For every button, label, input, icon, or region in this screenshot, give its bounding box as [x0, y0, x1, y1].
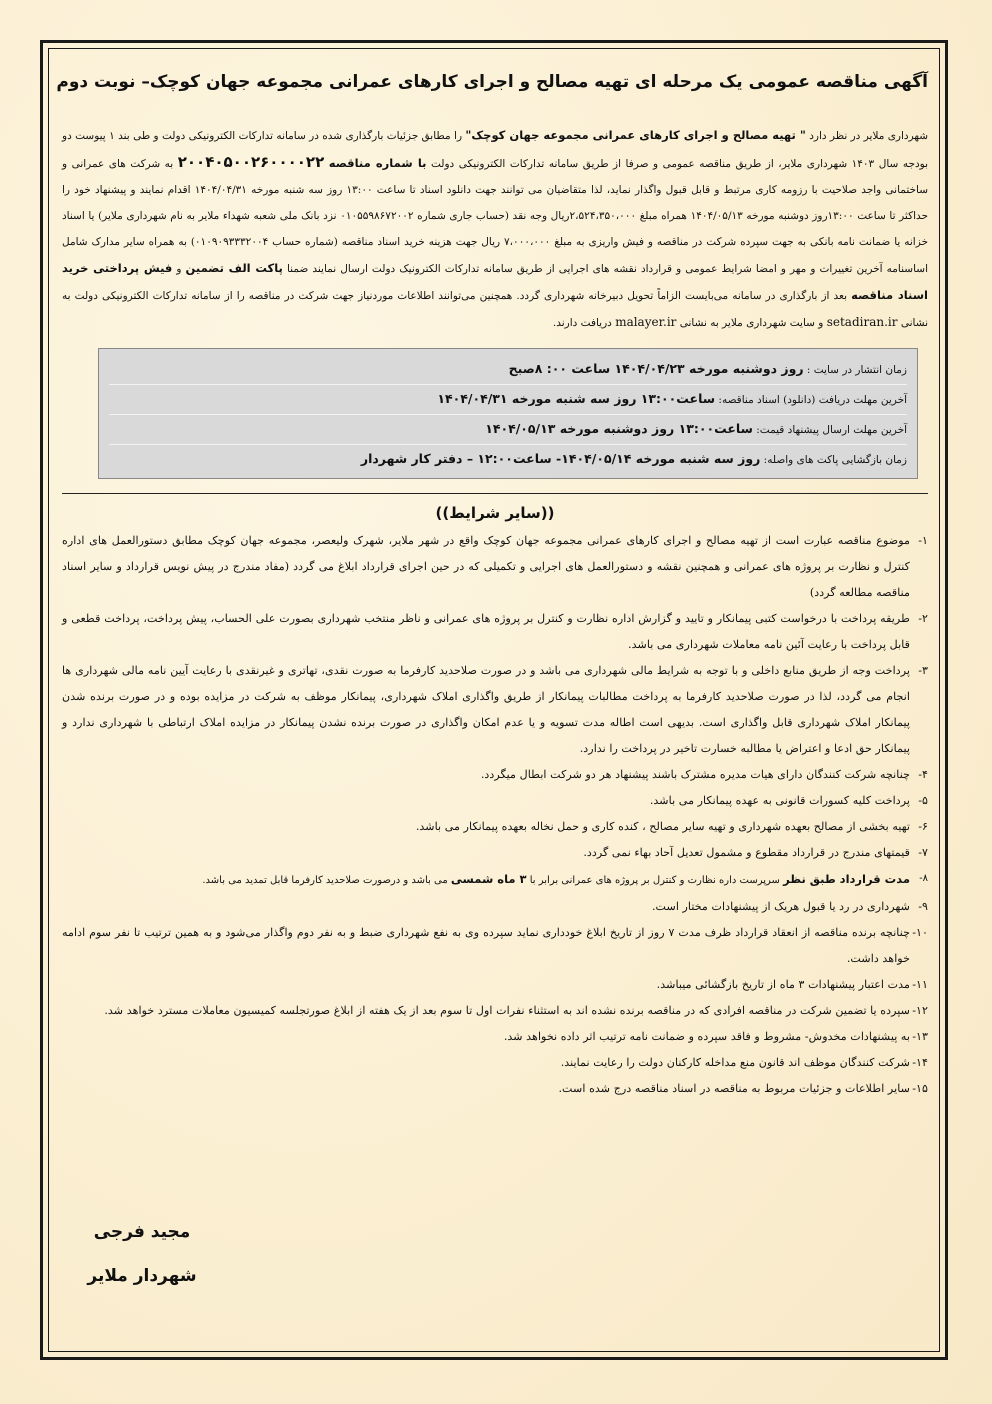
contract-duration: ۳ ماه شمسی [450, 872, 527, 886]
item-text: به پیشنهادات مخدوش- مشروط و فاقد سپرده و ضمانت نامه ترتیب اثر داده نخواهد شد. [503, 1030, 910, 1043]
item-text: موضوع مناقصه عبارت است از تهیه مصالح و اجرای کارهای عمرانی مجموعه جهان کوچک واقع در شهر ملایر، شهرک ولیعصر، مجموعه جهان کوچک مطابق دستورالعمل های اداره کنترل و نظارت بر پروژه های عمرانی و همچنین نقشه و دستورالعمل های اجرایی و تکمیلی که در حین اجرای قرارداد ابلاغ می گردد (مفاد مندرج در پیش نویس قرارداد و سایر اسناد مناقصه مطالعه گردد) [62, 534, 910, 599]
schedule-label: آخرین مهلت دریافت (دانلود) اسناد مناقصه: [718, 394, 907, 406]
schedule-row-submit [109, 415, 907, 445]
list-item [62, 840, 928, 866]
payment-receipt: فیش پرداختی خرید اسناد مناقصه [62, 261, 928, 302]
conditions-list [62, 528, 928, 1102]
tender-number: ۲۰۰۴۰۵۰۰۲۶۰۰۰۰۲۲ [177, 153, 325, 171]
item-text: تهیه بخشی از مصالح بعهده شهرداری و تهیه سایر مصالح ، کنده کاری و حمل نخاله بعهده پیمانکار می باشد. [415, 820, 910, 833]
setadiran-link[interactable]: setadiran.ir [826, 315, 898, 329]
intro-text: به شرکت های عمرانی و ساختمانی واجد صلاحیت با رزومه کاری مرتبط و قابل قبول واگذار نماید، لذا متقاضیان می توانند جهت دانلود اسناد تا ساعت ۱۳:۰۰ روز سه شنبه مورخه ۱۴۰۴/۰۴/۳۱ اقدام نمایند و پیشنهاد خود را حداکثر تا ساعت ۱۳:۰۰روز دوشنبه مورخه ۱۴۰۴/۰۵/۱۳ همراه مبلغ ۲،۵۲۴،۳۵۰،۰۰۰ریال وجه نقد (حساب جاری شماره ۰۱۰۵۵۹۸۶۷۲۰۰۲ نزد بانک ملی شعبه شهداء ملایر به نام شهرداری ملایر) یا اسناد خزانه یا ضمانت نامه بانکی به جهت سپرده شرکت در مناقصه و فیش واریزی به مبلغ ۷،۰۰۰،۰۰۰ ریال جهت هزینه خرید اسناد مناقصه (شماره حساب ۰۱۰۹۰۹۳۳۳۲۰۰۴) به همراه سایر مدارک شامل اساسنامه آخرین تغییرات و مهر و امضا شرایط عمومی و قرارداد نقشه های اجرایی از طریق سامانه تدارکات الکترونیک دولت ارسال نمایند ضمنا [62, 158, 928, 275]
signature-name: مجید فرجی [93, 1222, 191, 1242]
item-number: ۱۴- [912, 1056, 928, 1069]
item-number: ۴- [918, 768, 928, 781]
item-text: مدت قرارداد طبق نظر [783, 872, 910, 886]
schedule-label: زمان انتشار در سایت : [806, 364, 907, 376]
schedule-value: ساعت۱۳:۰۰ روز سه شنبه مورخه ۱۴۰۴/۰۴/۳۱ [437, 391, 716, 406]
intro-paragraph [62, 122, 928, 336]
page-title: آگهی مناقصه عمومی یک مرحله ای تهیه مصالح و اجرای کارهای عمرانی مجموعه جهان کوچک– نوبت دوم [56, 72, 928, 92]
intro-text: بعد از بارگذاری در سامانه می‌بایست الزاماً تحویل دبیرخانه شهرداری گردد. همچنین می‌توانند اطلاعات موردنیاز جهت شرکت در مناقصه را از سامانه تدارکات الکترونیکی دولت به نشانی [62, 290, 928, 329]
item-text: می باشد و درصورت صلاحدید کارفرما قابل تمدید می باشد. [202, 875, 448, 886]
item-number: ۱۵- [912, 1082, 928, 1095]
item-number: ۱- [918, 534, 928, 547]
list-item [62, 788, 928, 814]
intro-text: و [176, 263, 182, 275]
item-number: ۵- [918, 794, 928, 807]
project-name: " تهیه مصالح و اجرای کارهای عمرانی مجموعه جهان کوچک" [465, 128, 806, 142]
schedule-row-opening [109, 445, 907, 474]
item-text: پرداخت وجه از طریق منابع داخلی و با توجه به شرایط مالی شهرداری می باشد و در صورت صلاحدید کارفرما به صورت نقدی، تهاتری و غیرنقدی با رعایت آیین نامه مالی شهرداری ها انجام می گردد، لذا در صورت صلاحدید کارفرما به پرداخت مطالبات پیمانکار از طریق واگذاری املاک شهرداری، پیمانکار موظف به شرکت در مزایده بوده و در صورت برنده شدن پیمانکار املاک شهرداری قابل واگذاری است. بدیهی است اطاله مدت تسویه و یا عدم امکان واگذاری در صورت برنده نشدن پیمانکار در مزایده املاک ارتباطی با شهرداری ندارد و پیمانکار حق ادعا و اعتراض یا مطالبه خسارت تاخیر در پرداخت را ندارد. [62, 664, 910, 755]
list-item [62, 866, 928, 894]
list-item [62, 814, 928, 840]
document-content [56, 72, 929, 1342]
item-text: چنانچه شرکت کنندگان دارای هیات مدیره مشترک باشند پیشنهاد هر دو شرکت ابطال میگردد. [480, 768, 910, 781]
schedule-value: روز سه شنبه مورخه ۱۴۰۴/۰۵/۱۴- ساعت۱۲:۰۰ – دفتر کار شهردار [360, 451, 761, 466]
item-number: ۱۱- [912, 978, 928, 991]
list-item [62, 606, 928, 658]
item-number: ۱۲- [912, 1004, 928, 1017]
signature-role: شهردار ملایر [87, 1266, 197, 1286]
intro-text: دریافت دارند. [552, 317, 612, 329]
item-text: سپرده یا تضمین شرکت در مناقصه افرادی که در مناقصه برنده نشده اند به استثناء نفرات اول تا سوم بعد از یک هفته از ابلاغ صورتجلسه کمیسیون معاملات مسترد خواهد شد. [104, 1004, 910, 1017]
intro-text: و سایت شهرداری ملایر به نشانی [679, 317, 824, 329]
divider [62, 493, 928, 494]
envelope-a: پاکت الف تضمین [185, 261, 283, 275]
list-item [62, 658, 928, 762]
list-item [62, 1024, 928, 1050]
schedule-value: روز دوشنبه مورخه ۱۴۰۴/۰۴/۲۳ ساعت ۰۰: ۸صبح [508, 361, 804, 376]
list-item [62, 972, 928, 998]
list-item [62, 1050, 928, 1076]
item-number: ۳- [918, 664, 928, 677]
item-number: ۱۰- [912, 926, 928, 939]
item-number: ۱۳- [912, 1030, 928, 1043]
item-text: سرپرست داره نظارت و کنترل بر پروژه های عمرانی برابر با [529, 875, 780, 886]
item-text: مدت اعتبار پیشنهادات ۳ ماه از تاریخ بازگشائی میباشد. [656, 978, 910, 991]
item-number: ۷- [918, 846, 928, 859]
item-text: پرداخت کلیه کسورات قانونی به عهده پیمانکار می باشد. [649, 794, 910, 807]
schedule-row-download [109, 385, 907, 415]
item-text: طریقه پرداخت با درخواست کتبی پیمانکار و تایید و گزارش اداره نظارت و کنترل بر پروژه های عمرانی و ناظر منتخب شهرداری بصورت علی الحساب، پیش پرداخت، پرداخت قطعی و قابل پرداخت با رعایت آئین نامه معاملات شهرداری می باشد. [62, 612, 910, 651]
item-text: قیمتهای مندرج در قرارداد مقطوع و مشمول تعدیل آحاد بهاء نمی گردد. [583, 846, 910, 859]
list-item [62, 762, 928, 788]
item-text: چنانچه برنده مناقصه از انعقاد قرارداد ظرف مدت ۷ روز از تاریخ ابلاغ خودداری نماید سپرده وی به نفع شهرداری ضبط و به نفر دوم واگذار می‌شود و به همین ترتیب تا نفر سوم ادامه خواهد داشت. [62, 926, 911, 965]
list-item [62, 998, 928, 1024]
item-text: شرکت کنندگان موظف اند قانون منع مداخله کارکنان دولت را رعایت نمایند. [560, 1056, 910, 1069]
schedule-box [98, 348, 918, 479]
schedule-label: آخرین مهلت ارسال پیشنهاد قیمت: [756, 424, 907, 436]
item-number: ۶- [918, 820, 928, 833]
list-item [62, 1076, 928, 1102]
list-item [62, 528, 928, 606]
item-text: شهرداری در رد یا قبول هریک از پیشنهادات مختار است. [651, 900, 910, 913]
list-item [62, 894, 928, 920]
schedule-value: ساعت۱۳:۰۰ روز دوشنبه مورخه ۱۴۰۴/۰۵/۱۳ [485, 421, 753, 436]
item-number: ۲- [918, 612, 928, 625]
tender-number-label: با شماره مناقصه [328, 156, 427, 170]
intro-text: شهرداری ملایر در نظر دارد [809, 130, 929, 142]
item-text: سایر اطلاعات و جزئیات مربوط به مناقصه در اسناد مناقصه درج شده است. [558, 1082, 910, 1095]
conditions-title: ((سایر شرایط)) [435, 504, 555, 522]
intro-text: را مطابق جزئیات بارگذاری شده در سامانه تدارکات الکترونیکی دولت و طی بند ۱ پیوست دو بودجه سال ۱۴۰۳ شهرداری ملایر، از طریق مناقصه عمومی و صرفا از طریق سامانه تدارکات الکترونیکی دولت [62, 130, 928, 170]
list-item [62, 920, 928, 972]
schedule-row-publish [109, 355, 907, 385]
item-number: ۹- [918, 900, 928, 913]
item-number: ۸- [919, 873, 928, 884]
malayer-link[interactable]: malayer.ir [615, 315, 677, 329]
schedule-label: زمان بازگشایی پاکت های واصله: [763, 454, 907, 466]
